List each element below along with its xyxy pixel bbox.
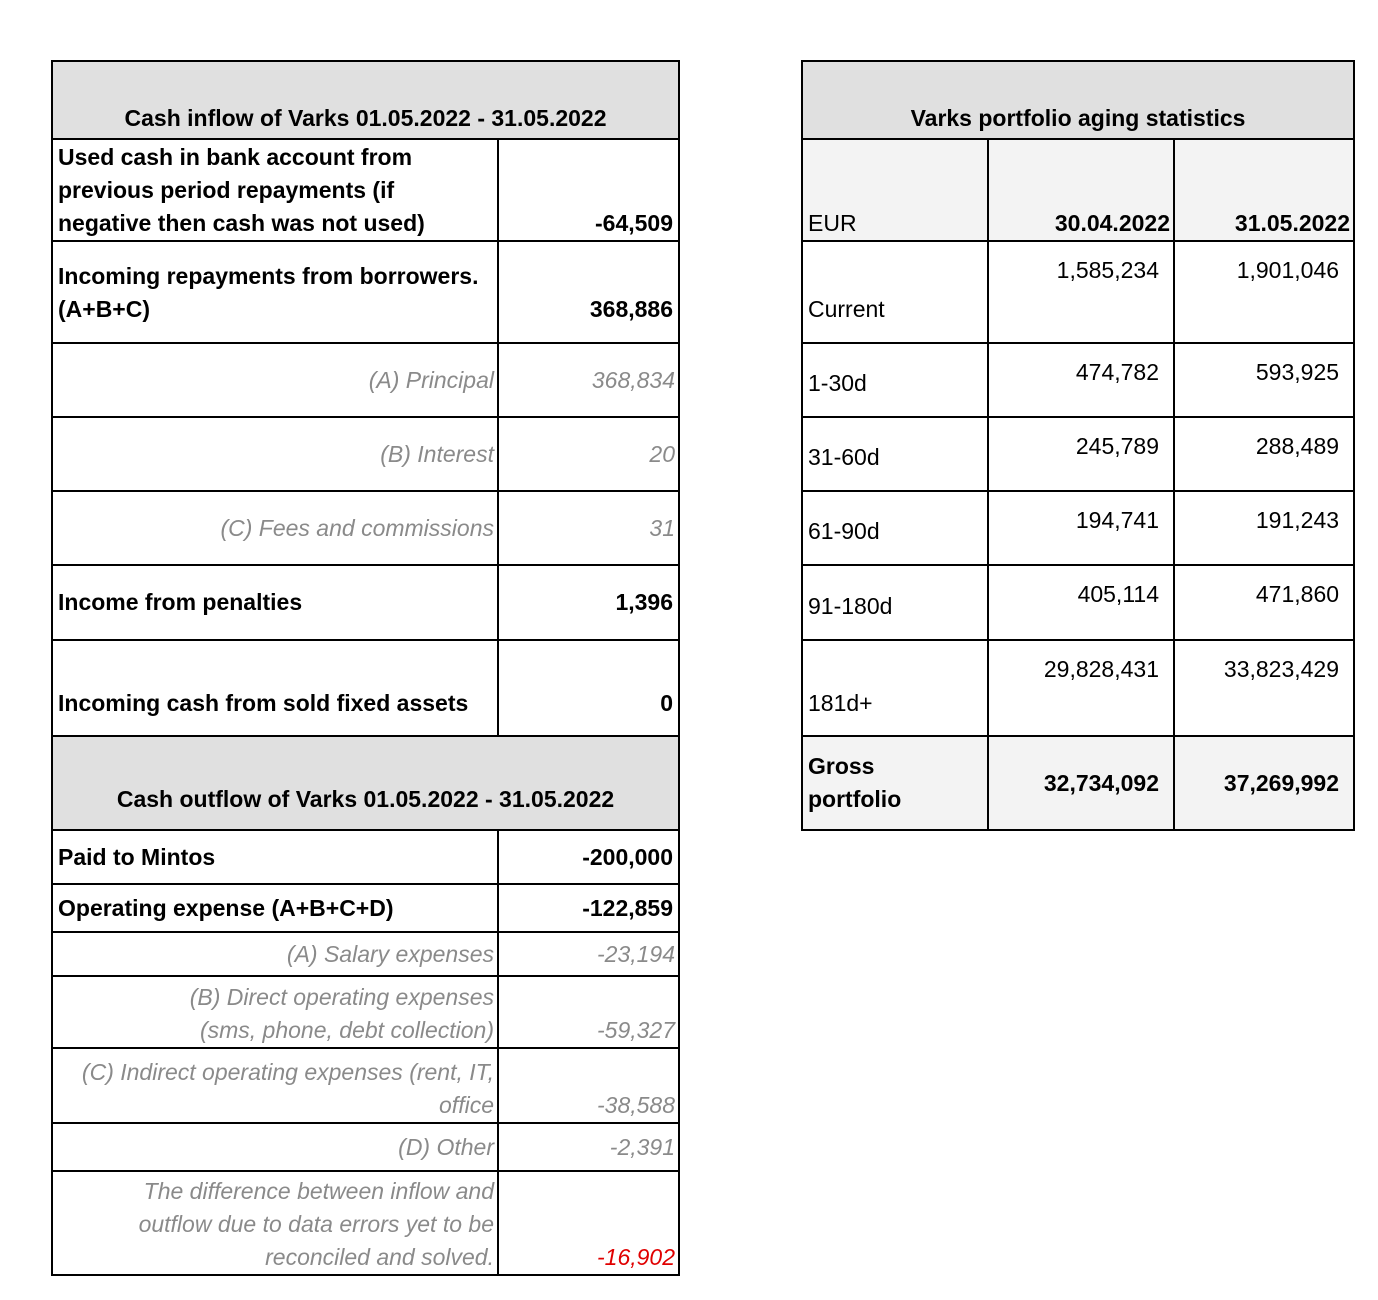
- aging-label-gross: Gross portfolio: [802, 736, 988, 830]
- cash-flow-table: [51, 60, 680, 1276]
- inflow-title: Cash inflow of Varks 01.05.2022 - 31.05.2022: [52, 61, 679, 139]
- aging-value-current-2: 1,901,046: [1174, 241, 1354, 343]
- inflow-label-fixed-assets: Incoming cash from sold fixed assets: [52, 640, 498, 736]
- aging-value-gross-2: 37,269,992: [1174, 736, 1354, 830]
- outflow-title: Cash outflow of Varks 01.05.2022 - 31.05.2022: [52, 736, 679, 830]
- aging-value-31-60-2: 288,489: [1174, 417, 1354, 491]
- aging-label-1-30: 1-30d: [802, 343, 988, 417]
- outflow-value-direct: -59,327: [498, 976, 679, 1048]
- aging-date-2: 31.05.2022: [1174, 139, 1354, 241]
- aging-value-current-1: 1,585,234: [988, 241, 1174, 343]
- inflow-value-used-cash: -64,509: [498, 139, 679, 241]
- aging-table: [801, 60, 1355, 831]
- aging-value-61-90-1: 194,741: [988, 491, 1174, 565]
- outflow-label-other: (D) Other: [52, 1123, 498, 1171]
- aging-value-1-30-2: 593,925: [1174, 343, 1354, 417]
- aging-label-current: Current: [802, 241, 988, 343]
- inflow-label-used-cash: Used cash in bank account from previous period repayments (if negative then cash was not used): [52, 139, 498, 241]
- outflow-label-direct-text: (B) Direct operating expenses (sms, phone, debt collection): [189, 984, 494, 1043]
- inflow-value-interest: 20: [498, 417, 679, 491]
- aging-value-91-180-2: 471,860: [1174, 565, 1354, 640]
- aging-label-61-90: 61-90d: [802, 491, 988, 565]
- outflow-value-salary: -23,194: [498, 932, 679, 976]
- aging-value-1-30-1: 474,782: [988, 343, 1174, 417]
- inflow-value-fixed-assets: 0: [498, 640, 679, 736]
- aging-value-181-1: 29,828,431: [988, 640, 1174, 736]
- aging-title: Varks portfolio aging statistics: [802, 61, 1354, 139]
- aging-date-1: 30.04.2022: [988, 139, 1174, 241]
- outflow-value-indirect: -38,588: [498, 1048, 679, 1123]
- inflow-label-interest: (B) Interest: [52, 417, 498, 491]
- aging-label-91-180: 91-180d: [802, 565, 988, 640]
- outflow-value-operating: -122,859: [498, 884, 679, 932]
- inflow-value-fees: 31: [498, 491, 679, 565]
- inflow-label-penalties: Income from penalties: [52, 565, 498, 640]
- outflow-label-direct: [52, 976, 498, 1048]
- aging-currency: EUR: [802, 139, 988, 241]
- aging-value-61-90-2: 191,243: [1174, 491, 1354, 565]
- inflow-label-repayments: Incoming repayments from borrowers. (A+B+C): [52, 241, 498, 343]
- outflow-value-other: -2,391: [498, 1123, 679, 1171]
- aging-value-91-180-1: 405,114: [988, 565, 1174, 640]
- outflow-label-mintos: Paid to Mintos: [52, 830, 498, 884]
- aging-value-gross-1: 32,734,092: [988, 736, 1174, 830]
- aging-value-181-2: 33,823,429: [1174, 640, 1354, 736]
- inflow-value-principal: 368,834: [498, 343, 679, 417]
- outflow-value-mintos: -200,000: [498, 830, 679, 884]
- outflow-label-difference: The difference between inflow and outflow due to data errors yet to be reconciled and solved.: [52, 1171, 498, 1275]
- outflow-label-operating: Operating expense (A+B+C+D): [52, 884, 498, 932]
- outflow-label-salary: (A) Salary expenses: [52, 932, 498, 976]
- aging-label-31-60: 31-60d: [802, 417, 988, 491]
- aging-value-31-60-1: 245,789: [988, 417, 1174, 491]
- inflow-value-penalties: 1,396: [498, 565, 679, 640]
- outflow-label-indirect: (C) Indirect operating expenses (rent, IT, office: [52, 1048, 498, 1123]
- inflow-value-repayments: 368,886: [498, 241, 679, 343]
- aging-label-181: 181d+: [802, 640, 988, 736]
- inflow-label-principal: (A) Principal: [52, 343, 498, 417]
- outflow-value-difference: -16,902: [498, 1171, 679, 1275]
- inflow-label-fees: (C) Fees and commissions: [52, 491, 498, 565]
